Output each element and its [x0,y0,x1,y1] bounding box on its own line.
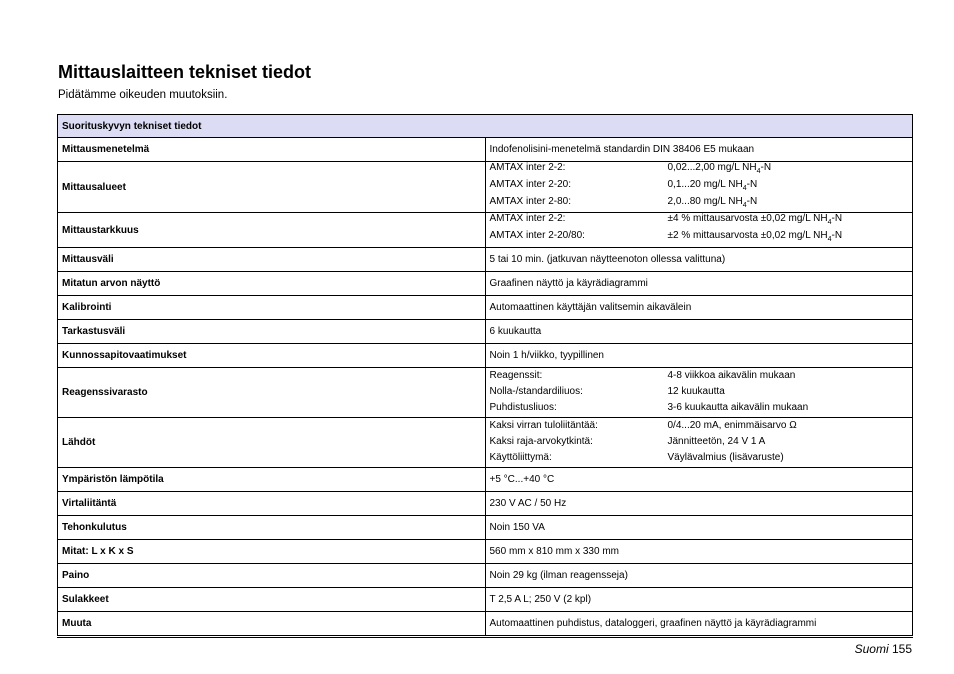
subscript: 4 [742,184,747,192]
table-row [58,213,913,248]
value-line-label: Kaksi virran tuloliitäntää: [489,420,598,432]
table-row [58,319,913,343]
value-line [490,196,909,213]
value-line [490,434,909,450]
row-value: 560 mm x 810 mm x 330 mm [485,539,913,563]
footer-divider [57,637,913,638]
value-line-label: AMTAX inter 2-2: [489,162,566,173]
row-label: Mittausmenetelmä [58,138,486,162]
row-value: Indofenolisini-menetelmä standardin DIN 38406 E5 mukaan [485,138,913,162]
specifications-table-body [58,115,913,636]
row-label: Tarkastusväli [58,319,486,343]
value-line-value [668,179,758,196]
table-row [58,611,913,635]
value-line-value [668,368,796,384]
table-row [58,515,913,539]
table-row [58,563,913,587]
value-line [490,418,909,434]
table-row [58,247,913,271]
value-line-value [668,400,809,416]
value-suffix: -N [831,213,843,225]
row-value: Noin 150 VA [485,515,913,539]
value-suffix: -N [746,178,758,190]
subscript: 4 [827,236,832,244]
value-line-value [668,196,758,213]
value-line [490,162,909,179]
value-line-value [668,384,725,400]
value-line-value [668,450,784,466]
table-row [58,417,913,467]
table-row [58,162,913,213]
table-header: Suorituskyvyn tekniset tiedot [58,115,913,138]
page-title: Mittauslaitteen tekniset tiedot [58,62,312,82]
value-text: 0/4...20 mA, enimmäisarvo Ω [667,420,797,432]
footer-language: Suomi [854,642,889,656]
row-label: Kunnossapitovaatimukset [58,343,486,367]
row-label: Mittausalueet [58,162,486,213]
row-value: Noin 29 kg (ilman reagensseja) [485,563,913,587]
row-value: T 2,5 A L; 250 V (2 kpl) [485,587,913,611]
table-header-row [58,115,913,138]
value-line-value [668,230,843,247]
table-row [58,467,913,491]
row-value: 6 kuukautta [485,319,913,343]
row-value: 5 tai 10 min. (jatkuvan näytteenoton ollessa valittuna) [485,247,913,271]
value-line-label: Reagenssit: [489,370,543,382]
value-text: 0,1...20 mg/L NH [667,178,743,190]
value-line [490,368,909,384]
row-label: Muuta [58,611,486,635]
value-suffix: -N [831,230,843,242]
subscript: 4 [756,168,761,175]
table-row [58,587,913,611]
subscript: 4 [742,201,747,209]
table-row [58,271,913,295]
value-line [490,450,909,466]
row-value: +5 °C...+40 °C [485,467,913,491]
row-label: Paino [58,563,486,587]
value-line-label: Käyttöliittymä: [489,452,552,464]
table-row [58,367,913,417]
value-text: 3-6 kuukautta aikavälin mukaan [667,402,809,414]
row-label: Reagenssivarasto [58,367,486,417]
value-text: 12 kuukautta [667,386,725,398]
row-value: Automaattinen puhdistus, dataloggeri, graafinen näyttö ja käyrädiagrammi [485,611,913,635]
value-line-value [668,434,766,450]
row-label: Sulakkeet [58,587,486,611]
value-line-value [668,213,843,230]
value-line-label: Puhdistusliuos: [489,402,557,414]
row-label: Mitatun arvon näyttö [58,271,486,295]
subscript: 4 [827,219,832,227]
value-text: ±2 % mittausarvosta ±0,02 mg/L NH [667,230,828,242]
table-row [58,539,913,563]
value-line-label: Kaksi raja-arvokytkintä: [489,436,593,448]
value-line [490,230,909,247]
footer-page-number: 155 [891,642,912,656]
value-line-label: Nolla-/standardiliuos: [489,386,583,398]
table-row [58,491,913,515]
value-suffix: -N [746,195,758,207]
value-suffix: -N [760,162,772,173]
value-text: 0,02...2,00 mg/L NH [667,162,757,173]
table-row [58,295,913,319]
table-row [58,138,913,162]
value-line-label: AMTAX inter 2-20: [489,178,572,190]
row-value [485,213,913,248]
row-label: Virtaliitäntä [58,491,486,515]
row-value: 230 V AC / 50 Hz [485,491,913,515]
page-footer [855,642,912,656]
row-label: Ympäristön lämpötila [58,467,486,491]
row-value [485,417,913,467]
value-text: Jännitteetön, 24 V 1 A [667,436,766,448]
value-line-label: AMTAX inter 2-2: [489,213,566,225]
value-text: 2,0...80 mg/L NH [667,195,743,207]
row-value [485,367,913,417]
value-line-value [668,418,797,434]
row-label: Mittausväli [58,247,486,271]
row-value: Noin 1 h/viikko, tyypillinen [485,343,913,367]
value-line [490,400,909,416]
row-value: Graafinen näyttö ja käyrädiagrammi [485,271,913,295]
value-text: ±4 % mittausarvosta ±0,02 mg/L NH [667,213,828,225]
specifications-table [57,114,913,636]
value-line-label: AMTAX inter 2-80: [489,195,572,207]
table-row [58,343,913,367]
row-label: Mitat: L x K x S [58,539,486,563]
row-label: Tehonkulutus [58,515,486,539]
row-value: Automaattinen käyttäjän valitsemin aikavälein [485,295,913,319]
value-line-value [668,162,772,179]
value-text: Väylävalmius (lisävaruste) [667,452,784,464]
page-subtitle: Pidätämme oikeuden muutoksiin. [58,89,228,101]
value-line [490,179,909,196]
value-line [490,384,909,400]
value-line-label: AMTAX inter 2-20/80: [489,230,585,242]
value-line [490,213,909,230]
row-label: Kalibrointi [58,295,486,319]
value-text: 4-8 viikkoa aikavälin mukaan [667,370,796,382]
row-value [485,162,913,213]
row-label: Lähdöt [58,417,486,467]
row-label: Mittaustarkkuus [58,213,486,248]
